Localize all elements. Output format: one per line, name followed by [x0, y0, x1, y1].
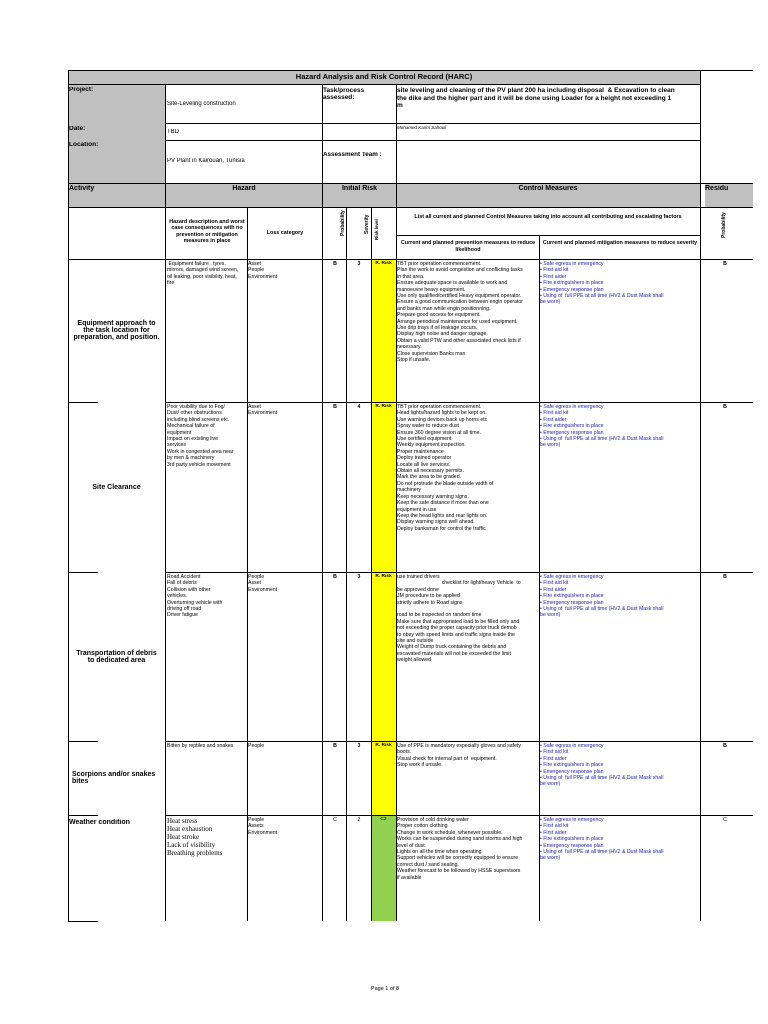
probability-cell: B	[333, 261, 337, 267]
risk-level-cell: C2	[380, 817, 387, 822]
loss-column-border	[247, 207, 248, 921]
subheader-divider	[68, 259, 753, 260]
mitigation-cell: • Safe egress in emergency • First aid kit • First aider • Fire extinguishers in place • Emergency response plan • Using of full PPE at all time (HV2 & Dust Mask shall be worn)	[540, 743, 664, 788]
table-border-left	[68, 70, 69, 921]
prevention-header: Current and planned prevention measures to reduce likelihood	[400, 240, 537, 253]
loss-category-cell: People Assets Environment	[248, 817, 278, 836]
control-measures-header: Control Measures	[518, 185, 578, 192]
project-value: Site-Leveling construction	[167, 101, 236, 107]
residual-header: Residu	[705, 185, 729, 192]
activity-cell: Weather condition	[69, 819, 130, 826]
task-value: site leveling and cleaning of the PV plant 200 ha including disposal & Excavation to clean the dike and the higher part and it will be done using Loader for a height not exceeding 1 m	[397, 87, 677, 110]
column-header-divider	[68, 207, 753, 208]
page-footer: Page 1 of 8	[370, 986, 400, 992]
mitigation-cell: • Safe egress in emergency • First aid kit • First aider • Fire extinguishers in place • Emergency response plan • Using of full PPE at all time (HV2 & Dust Mask shall be worn)	[540, 574, 664, 619]
activity-cell: Transportation of debris to dedicated area	[76, 649, 157, 664]
loss-category-cell: Asset Environment	[248, 404, 278, 417]
row-divider-left	[68, 741, 98, 742]
residual-probability-cell: B	[723, 574, 727, 580]
hazard-description-header: Hazard description and worst case consequences with no prevention or mitigation measures in place	[169, 219, 247, 245]
row-divider	[165, 741, 753, 742]
prevention-cell: Provision of cold drinking water Proper cotton clothing Change in work schedule, whenever possible. Works can be suspended during sand storms and high level of dust Lights on all the time when operating Support vehicles will be correctly equipped to ensure correct dust / sand sealing. Weather forecast to be followed by HSSE supervisors if available	[397, 817, 523, 881]
row-divider-left	[68, 815, 98, 816]
residual-column-border	[700, 70, 701, 921]
residual-probability-cell: C	[723, 817, 727, 823]
location-value: PV Plant in Kairouan, Tunisia	[167, 158, 245, 164]
row-divider	[165, 815, 753, 816]
row-divider	[165, 402, 753, 403]
loss-category-cell: Asset People Environment	[248, 261, 278, 280]
hazard-description-cell: Bitten by reptiles and snakes	[167, 743, 234, 749]
control-subheader-divider	[396, 235, 700, 236]
residual-probability-header: Probability	[721, 212, 727, 238]
severity-cell: 3	[357, 261, 361, 267]
activity-cell: Equipment approach to the task location for preparation, and position.	[73, 320, 160, 341]
hazard-header: Hazard	[232, 185, 256, 192]
activity-header: Activity	[69, 185, 95, 192]
mitigation-cell: • Safe egress in emergency • First aid kit • First aider • Fire extinguishers in place • Emergency response plan • Using of full PPE at all time (HV2 & Dust Mask shall be worn)	[540, 261, 664, 306]
probability-cell: C	[333, 817, 337, 823]
risk-yellow-column	[371, 259, 396, 815]
hazard-description-cell: Equipment failure , tyres, mirrors, damaged wind screen, oil leaking, poor visibility, heat, fire	[167, 261, 239, 287]
prevention-cell: TBT prior operation commencement. Plan the work to avoid congestion and conflicting tasks in that area. Ensure adequate space is available to work and manoeuvre heavy equipment. Use only qualified/certified Heavy equipment operator. Ensure a good communication between engin operator and banks man while engin positionning. Prepare good access for equipment. Arrange periodical maintenance for used equipment. Use drip trays if oil leakage occurs. Display high noise and danger signage. Obtain a valid PTW and other associated check lists if necessary. Close supervision Banks man Stop if unsafe.	[397, 261, 524, 364]
initial-risk-border	[322, 84, 323, 921]
project-label: Project:	[69, 87, 94, 93]
location-label: Location:	[69, 142, 99, 148]
activity-cell: Scorpions and/or snakes bites	[72, 771, 156, 785]
loss-category-cell: People Asset Environment	[248, 574, 278, 593]
probability-cell: B	[333, 743, 337, 749]
risk-level-cell: R. Risk	[375, 743, 392, 748]
risk-level-cell: R. Risk	[375, 261, 392, 266]
residual-probability-cell: B	[723, 261, 727, 267]
mitigation-header: Current and planned mitigation measures to reduce severity	[542, 240, 698, 246]
hazard-column-border	[165, 84, 166, 921]
loss-category-header: Loss category	[266, 230, 304, 236]
table-border-top	[68, 70, 753, 71]
hazard-description-cell: Heat stress Heat exhaustion Heat stroke Lack of visibility Breathing problems	[167, 817, 223, 857]
severity-cell: 3	[357, 574, 361, 580]
probability-cell: B	[333, 404, 337, 410]
risk-level-header: Risk level	[374, 219, 379, 240]
list-all-header: List all current and planned Control Measures taking into account all contributing and escalating factors	[414, 214, 682, 220]
team-member: Mohamed Karim Sahouli	[397, 125, 447, 130]
row-divider	[165, 572, 753, 573]
mitigation-cell: • Safe egress in emergency • First aid kit • First aider • Fire extinguishers in place • Emergency response plan • Using of full PPE at all time (HV2 & Dust Mask shall be worn)	[540, 404, 664, 449]
date-label: Date:	[69, 126, 86, 132]
row-divider-left	[68, 402, 98, 403]
probability-cell: B	[333, 574, 337, 580]
severity-cell: 3	[357, 743, 361, 749]
severity-cell: 2	[357, 817, 361, 823]
table-bottom-left	[68, 921, 98, 922]
initial-risk-header: Initial Risk	[341, 185, 377, 192]
mitigation-cell: • Safe egress in emergency • First aid kit • First aider • Fire extinguishers in place • Emergency response plan • Using of full PPE at all time (HV2 & Dust Mask shall be worn)	[540, 817, 664, 862]
severity-column-border	[371, 207, 372, 921]
prevention-cell: TBT prior operation commencement. Head lights/hazard lights to be kept on. Use warning devices back up horns etc Spray water to reduce dust Ensure 360 degree vision at all time. Use certified equipment Weekly equipment inspection. Proper maintenance Deploy trained operator Locate all live services. Obtain all necessary permits. Mark the area to be graded. Do not protrude the blade outside width of machinery Keep necessary warning signs. Keep the safe distance if more than one equipment in use Keep the head lights and rear lights on. Display warning signs well ahead. Deploy banksman for control the traffic	[397, 404, 494, 532]
date-value: TBD	[167, 129, 179, 135]
header-divider	[68, 183, 753, 184]
title-divider	[68, 84, 700, 85]
date-divider	[165, 140, 700, 141]
hazard-description-cell: Road Accident Fall of debris Collision with other vehicles. Overturning vehicle with driving off road Driver fatigue	[167, 574, 223, 619]
probability-header: Probability	[340, 210, 346, 236]
team-label: Assessment Team :	[323, 152, 382, 158]
document-title: Hazard Analysis and Risk Control Record (HARC)	[295, 72, 473, 81]
prevention-column-border	[539, 235, 540, 921]
prevention-cell: use trained drivers checklist for light/heavy Vehicle to be approved done JM procedure to be applied strictly adhere to Road signs road to be inspected on random time Make sure that appropriated load to be filled only and not exceeding the proper capacity prior truck demob to obey with speed limits and traffic signs inside the site and outside Weight of Dump truck containing the debris and excavated materials will not be exceeded the limit weight allowed	[397, 574, 521, 664]
risk-green-column	[371, 815, 396, 921]
probability-column-border	[346, 207, 347, 921]
activity-cell: Site Clearance	[92, 483, 141, 491]
severity-cell: 4	[357, 404, 361, 410]
project-divider	[165, 123, 700, 124]
risk-level-cell: R. Risk	[375, 404, 392, 409]
loss-category-cell: People	[248, 743, 265, 749]
control-column-border	[396, 84, 397, 921]
hazard-description-cell: Poor visibility due to Fog/ Dust/ other obstructions including blind screens etc. Mechanical failure of equipment Impact on existing live services Work in congested area near by men & machinery 3rd party vehicle movement	[167, 404, 234, 468]
residual-probability-cell: B	[723, 743, 727, 749]
prevention-cell: Use of PPE is mandatory especially gloves and safety boots. Visual check for internal part of equipment. Stop work if unsafe.	[397, 743, 521, 769]
risk-level-cell: R. Risk	[375, 574, 392, 579]
row-divider-left	[68, 572, 98, 573]
task-label: Task/process assessed:	[323, 87, 365, 101]
severity-header: Severity	[364, 214, 370, 234]
residual-probability-cell: B	[723, 404, 727, 410]
